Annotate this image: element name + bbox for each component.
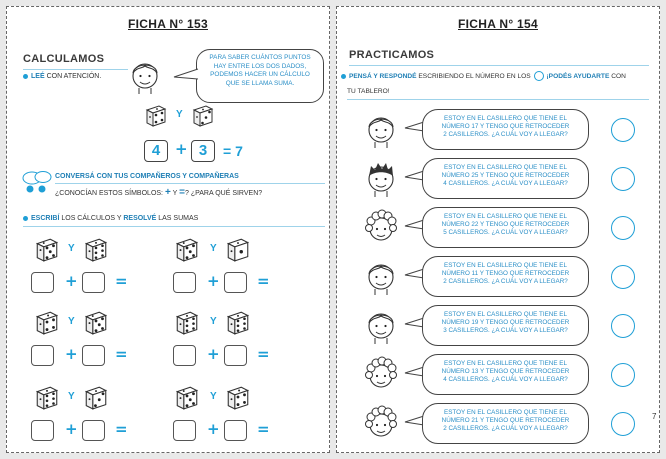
question-line: NÚMERO 13 Y TENGO QUE RETROCEDER [441,368,570,376]
answer-box[interactable] [173,345,196,366]
question-line: 3 CASILLEROS. ¿A CUÁL VOY A LLEGAR? [443,327,568,335]
die-five-icon [174,384,200,410]
conversa-question [55,187,262,198]
answer-circle-2[interactable] [611,167,635,191]
equals-sign: = [115,345,128,363]
divider [349,65,649,66]
die-three-icon [191,103,215,127]
plus-sign: + [65,420,78,438]
answer-box[interactable] [82,345,105,366]
question-line: 2 CASILLEROS. ¿A CUÁL VOY A LLEGAR? [443,131,568,139]
question-bubble-5 [422,305,589,346]
instruction-text: CON [609,72,626,80]
answer-box[interactable] [224,420,247,441]
question-bubble-6 [422,354,589,395]
instruction-escribi [23,215,198,222]
example-addend-b: 3 [191,140,215,162]
question-text: ¿CONOCÍAN ESTOS SÍMBOLOS: [55,190,164,197]
question-bubble-4 [422,256,589,297]
instruction-keyword: RESOLVÉ [123,215,157,222]
die-four-icon [144,103,168,127]
instruction-keyword: ¡PODÉS AYUDARTE [546,72,610,80]
girl-character-icon [125,55,165,95]
plus-sign: + [207,272,220,290]
question-line: NÚMERO 19 Y TENGO QUE RETROCEDER [441,319,570,327]
die-five-icon [83,309,109,335]
plus-sign: + [207,345,220,363]
instruction-text: ESCRIBIENDO EL NÚMERO EN LOS [416,72,533,80]
answer-box[interactable] [173,420,196,441]
instruction-text: LAS SUMAS [156,215,199,222]
question-line: ESTOY EN EL CASILLERO QUE TIENE EL [444,360,567,367]
y-label: Y [176,109,183,120]
question-line: ESTOY EN EL CASILLERO QUE TIENE EL [444,164,567,171]
question-line: NÚMERO 25 Y TENGO QUE RETROCEDER [441,172,570,180]
question-bubble-1 [422,109,589,150]
speech-bubble [196,49,324,103]
question-bubble-7 [422,403,589,444]
child-face-icon [361,305,401,345]
instruction-keyword: ESCRIBÍ [31,215,60,222]
answer-box[interactable] [82,272,105,293]
instruction-keyword: PENSÁ Y RESPONDÉ [349,72,417,80]
answer-circle-3[interactable] [611,216,635,240]
y-label: Y [68,243,75,254]
instruction-line2: TU TABLERO! [347,88,390,95]
divider [23,226,325,227]
question-line: 2 CASILLEROS. ¿A CUÁL VOY A LLEGAR? [443,425,568,433]
equals-sign: = [115,420,128,438]
answer-box[interactable] [31,420,54,441]
example-result: = 7 [223,143,243,159]
equals-sign: = [257,420,270,438]
page-title: FICHA N° 154 [458,17,538,31]
die-four-icon [34,309,60,335]
die-six-icon [34,384,60,410]
question-line: 2 CASILLEROS. ¿A CUÁL VOY A LLEGAR? [443,278,568,286]
section-title-calculamos: CALCULAMOS [23,53,105,65]
section-title-practicamos: PRACTICAMOS [349,49,435,61]
y-label: Y [68,391,75,402]
example-addend-a: 4 [144,140,168,162]
bullet-icon [341,74,346,79]
answer-circle-4[interactable] [611,265,635,289]
answer-box[interactable] [173,272,196,293]
die-six-icon [174,309,200,335]
divider [347,99,649,100]
conversation-icon [21,170,53,194]
circle-icon [534,71,544,81]
answer-box[interactable] [31,272,54,293]
y-label: Y [210,243,217,254]
question-line: ESTOY EN EL CASILLERO QUE TIENE EL [444,409,567,416]
answer-circle-5[interactable] [611,314,635,338]
plus-sign: + [207,420,220,438]
instruction-pensa [341,71,626,81]
plus-sign: + [65,272,78,290]
answer-box[interactable] [224,345,247,366]
die-five-icon [34,236,60,262]
y-label: Y [210,316,217,327]
question-line: NÚMERO 11 Y TENGO QUE RETROCEDER [441,270,570,278]
bullet-icon [23,216,28,221]
equals-sign: = [257,272,270,290]
die-three-icon [83,384,109,410]
question-line: ESTOY EN EL CASILLERO QUE TIENE EL [444,115,567,122]
divider [55,183,325,184]
child-face-icon [361,109,401,149]
question-line: ESTOY EN EL CASILLERO QUE TIENE EL [444,262,567,269]
question-bubble-3 [422,207,589,248]
bubble-line: HAY ENTRE LOS DOS DADOS, [213,62,307,70]
question-line: ESTOY EN EL CASILLERO QUE TIENE EL [444,213,567,220]
plus-symbol: + [164,187,171,198]
page-number: 7 [652,412,657,421]
equals-sign: = [257,345,270,363]
question-bubble-2 [422,158,589,199]
page-title: FICHA N° 153 [128,17,208,31]
answer-box[interactable] [31,345,54,366]
die-five-icon [174,236,200,262]
instruction-lee [23,73,101,80]
question-line: 4 CASILLEROS. ¿A CUÁL VOY A LLEGAR? [443,180,568,188]
question-line: 4 CASILLEROS. ¿A CUÁL VOY A LLEGAR? [443,376,568,384]
die-one-icon [225,236,251,262]
question-line: ESTOY EN EL CASILLERO QUE TIENE EL [444,311,567,318]
plus-sign: + [175,140,188,158]
bubble-line: PARA SABER CUÁNTOS PUNTOS [209,54,311,61]
instruction-text: LOS CÁLCULOS Y [59,215,124,222]
worksheet-153 [6,6,330,453]
die-six-icon [83,236,109,262]
child-face-icon [361,207,401,247]
bubble-line: QUE SE LLAMA SUMA. [225,79,295,87]
question-y: Y [172,190,178,197]
child-face-icon [361,256,401,296]
divider [23,69,128,70]
worksheet-154 [336,6,660,453]
child-face-icon [361,158,401,198]
equals-symbol: = [179,187,185,198]
question-line: NÚMERO 21 Y TENGO QUE RETROCEDER [441,417,570,425]
answer-circle-1[interactable] [611,118,635,142]
plus-sign: + [65,345,78,363]
instruction-text: CON ATENCIÓN. [44,73,102,80]
die-six-icon [225,309,251,335]
bubble-tail-icon [172,65,200,85]
conversa-title: CONVERSÁ CON TUS COMPAÑEROS Y COMPAÑERAS [55,173,239,180]
child-face-icon [361,403,401,443]
question-line: NÚMERO 17 Y TENGO QUE RETROCEDER [441,123,570,131]
bubble-line: PODEMOS HACER UN CÁLCULO [210,71,310,78]
answer-box[interactable] [82,420,105,441]
question-end: ? ¿PARA QUÉ SIRVEN? [184,190,263,197]
equals-sign: = [115,272,128,290]
answer-circle-7[interactable] [611,412,635,436]
die-four-icon [225,384,251,410]
answer-circle-6[interactable] [611,363,635,387]
answer-box[interactable] [224,272,247,293]
y-label: Y [68,316,75,327]
y-label: Y [210,391,217,402]
question-line: NÚMERO 22 Y TENGO QUE RETROCEDER [441,221,570,229]
instruction-keyword: LEÉ [31,73,45,80]
child-face-icon [361,354,401,394]
question-line: 5 CASILLEROS. ¿A CUÁL VOY A LLEGAR? [443,229,568,237]
bullet-icon [23,74,28,79]
